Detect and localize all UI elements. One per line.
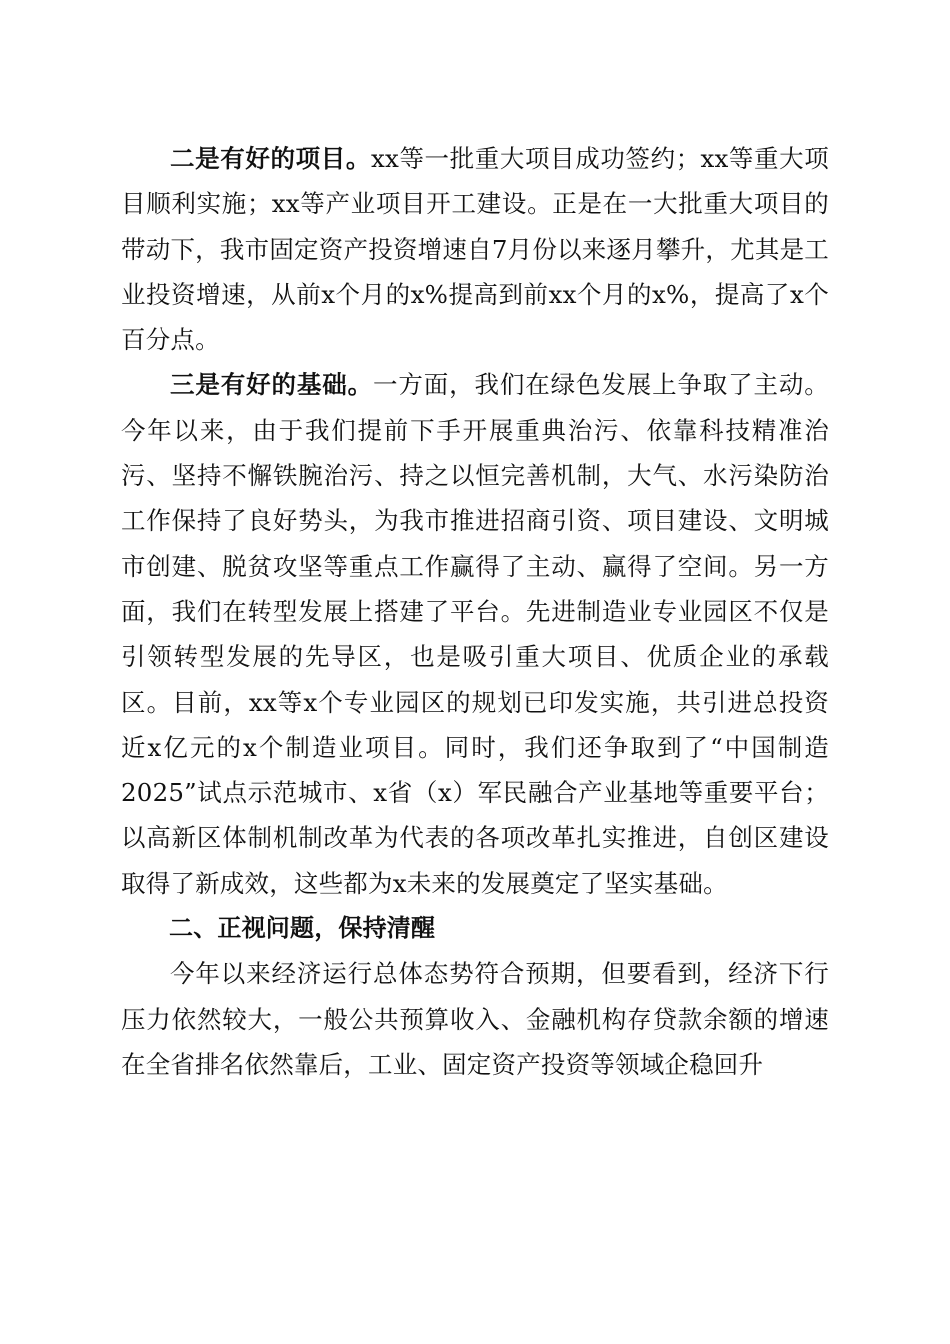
paragraph-lead: 二是有好的项目。: [170, 144, 371, 173]
paragraph-text: 今年以来经济运行总体态势符合预期，但要看到，经济下行压力依然较大，一般公共预算收入、金融机构存贷款余额的增速在全省排名依然靠后，工业、固定资产投资等领域企稳回升: [121, 959, 829, 1079]
section-heading: 二、正视问题，保持清醒: [169, 914, 436, 943]
paragraph-text: 一方面，我们在绿色发展上争取了主动。今年以来，由于我们提前下手开展重典治污、依靠科技精准治污、坚持不懈铁腕治污、持之以恒完善机制，大气、水污染防治工作保持了良好势头，为我市推进招商引资、项目建设、文明城市创建、脱贫攻坚等重点工作赢得了主动、赢得了空间。另一方面，我们在转型发展上搭建了平台。先进制造业专业园区不仅是引领转型发展的先导区，也是吸引重大项目、优质企业的承载区。目前，xx等x个专业园区的规划已印发实施，共引进总投资近x亿元的x个制造业项目。同时，我们还争取到了“中国制造2025”试点示范城市、x省（x）军民融合产业基地等重要平台；以高新区体制机制改革为代表的各项改革扎实推进，自创区建设取得了新成效，这些都为x未来的发展奠定了坚实基础。: [121, 370, 829, 898]
paragraph-economic-pressure: [121, 951, 829, 1087]
paragraph-good-projects: [121, 136, 829, 362]
document-body: [121, 136, 829, 1087]
paragraph-lead: 三是有好的基础。: [170, 370, 373, 400]
paragraph-text: xx等一批重大项目成功签约；xx等重大项目顺利实施；xx等产业项目开工建设。正是在一大批重大项目的带动下，我市固定资产投资增速自7月份以来逐月攀升，尤其是工业投资增速，从前x个月的x%提高到前xx个月的x%，提高了x个百分点。: [121, 144, 829, 355]
paragraph-good-foundation: [121, 362, 829, 906]
